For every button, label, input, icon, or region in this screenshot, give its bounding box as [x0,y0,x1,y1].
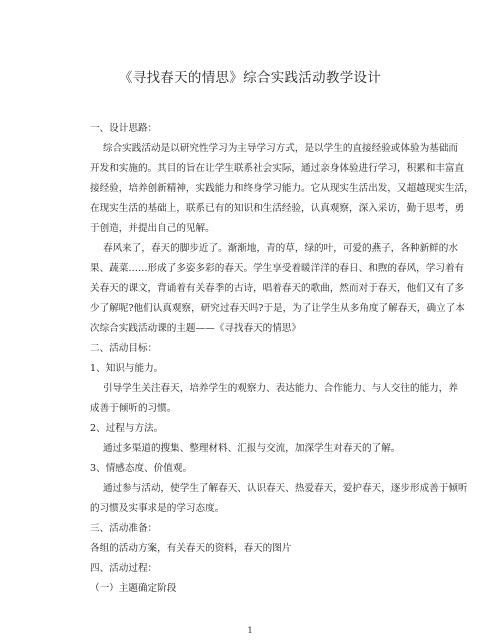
subheading-stage-one: （一）主题确定阶段 [90,583,177,594]
subheading-emotion: 3、情感态度、价值观。 [90,463,193,474]
section-heading-process: 四、活动过程： [90,563,158,574]
paragraph-line: 在现实生活的基础上，联系已有的知识和生活经验，认真观察，深入采访，勤于思考，勇 [90,203,465,214]
subheading-process: 2、过程与方法。 [90,423,164,434]
paragraph-line: 通过多渠道的搜集、整理材料、汇报与交流，加深学生对春天的了解。 [103,443,401,454]
paragraph-line: 各组的活动方案，有关春天的资料，春天的图片 [90,543,292,554]
paragraph-line: 通过参与活动，使学生了解春天、认识春天、热爱春天，爱护春天，逐步形成善于倾听 [103,483,468,494]
section-heading-preparation: 三、活动准备： [90,523,158,534]
page-number: 1 [247,626,253,635]
paragraph-line: 次综合实践活动课的主题——《寻找春天的情思》 [90,323,302,334]
paragraph-line: 关春天的课文，背诵着有关春季的古诗，唱着春天的歌曲，然而对于春天，他们又有了多 [90,283,465,294]
paragraph-line: 少了解呢?他们认真观察，研究过春天吗?于是，为了让学生从多角度了解春天，确立了本 [90,303,465,314]
document-title: 《寻找春天的情思》综合实践活动教学设计 [118,70,382,86]
paragraph-line: 引导学生关注春天，培养学生的观察力、表达能力、合作能力、与人交往的能力，养 [103,383,458,394]
subheading-knowledge: 1、知识与能力。 [90,363,164,374]
paragraph-line: 开发和实施的。其目的旨在让学生联系社会实际，通过亲身体验进行学习，积累和丰富直 [90,163,465,174]
paragraph-line: 的习惯及实事求是的学习态度。 [90,503,225,514]
paragraph-line: 果、蔬菜……形成了多姿多彩的春天。学生享受着暖洋洋的春日、和煦的春风，学习着有 [90,263,465,274]
paragraph-line: 接经验，培养创新精神，实践能力和终身学习能力。它从现实生活出发，又超越现实生活， [90,183,474,194]
paragraph-line: 于创造，并提出自己的见解。 [90,223,215,234]
paragraph-line: 春风来了，春天的脚步近了。渐渐地，青的草，绿的叶，可爱的燕子，各种新鲜的水 [103,243,458,254]
paragraph-line: 综合实践活动是以研究性学习为主导学习方式，是以学生的直接经验或体验为基础而 [103,143,458,154]
section-heading-goals: 二、活动目标： [90,343,158,354]
paragraph-line: 成善于倾听的习惯。 [90,403,177,414]
section-heading-design: 一、设计思路： [90,123,158,134]
